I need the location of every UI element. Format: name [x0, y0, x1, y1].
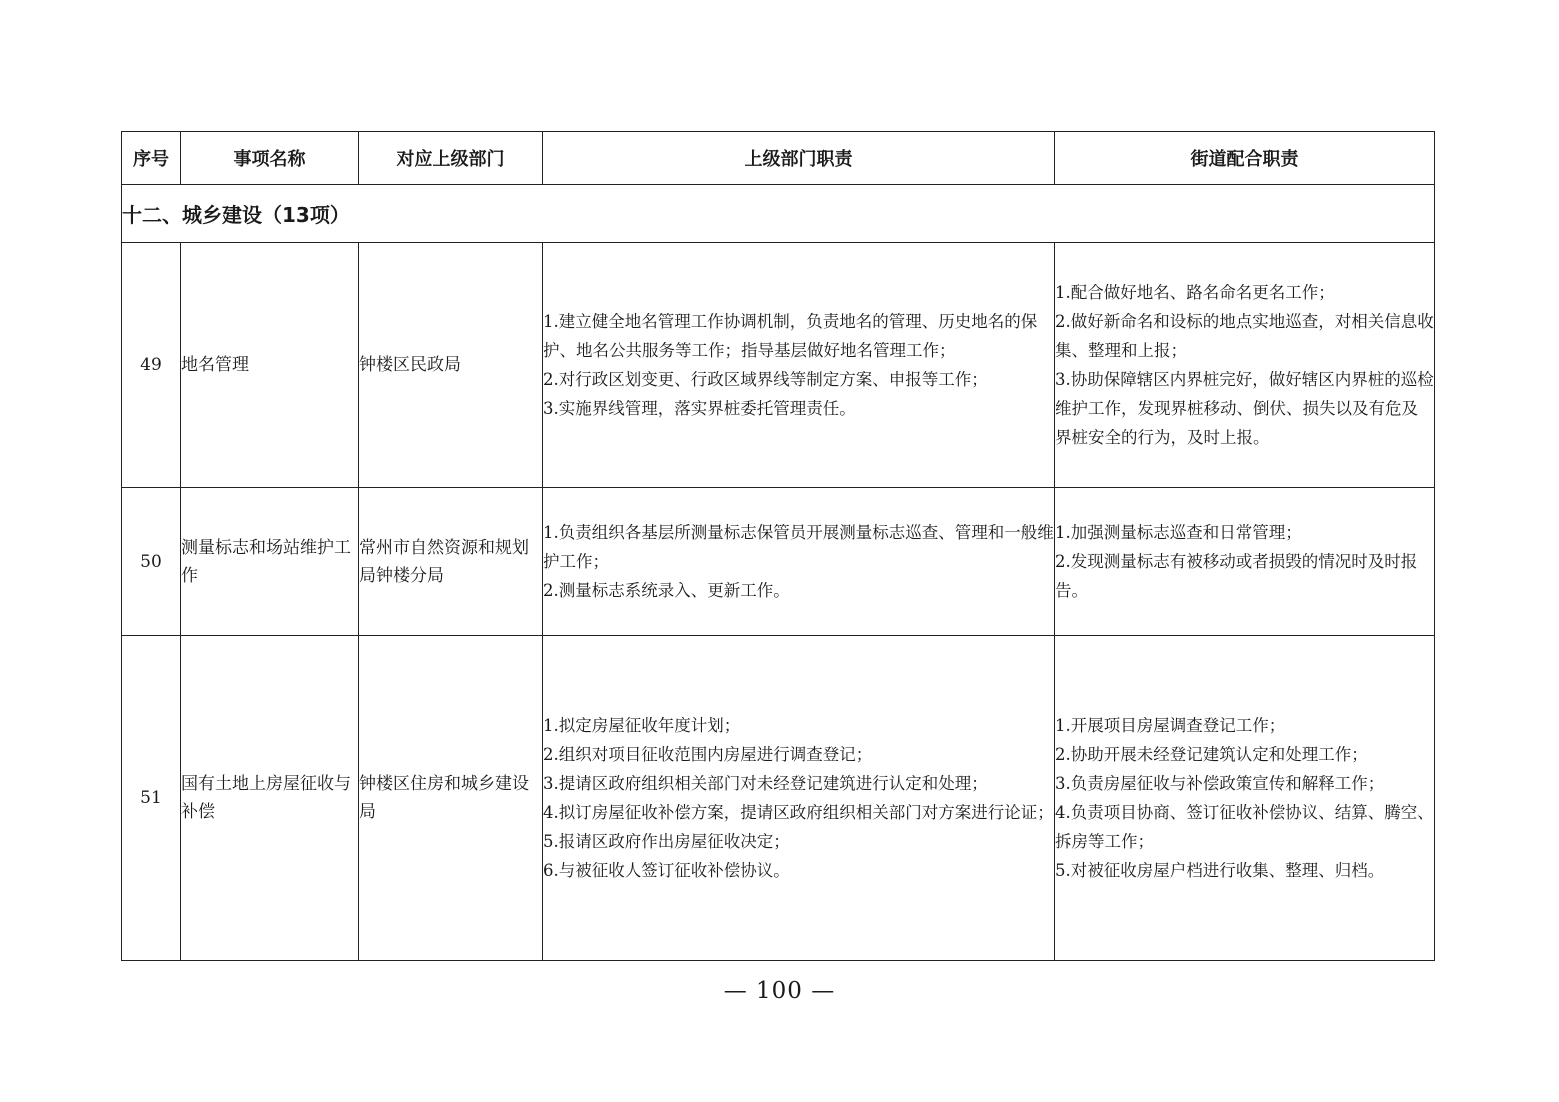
- item-name: 地名管理: [181, 243, 359, 488]
- duty-line: 2.测量标志系统录入、更新工作。: [543, 581, 790, 600]
- duty-table: [121, 131, 1435, 961]
- duty-line: 2.做好新命名和设标的地点实地巡查，对相关信息收集、整理和上报；: [1055, 312, 1434, 360]
- duty-line: 2.协助开展未经登记建筑认定和处理工作；: [1055, 745, 1368, 764]
- street-duty-cell: [1055, 636, 1435, 961]
- header-street-duty: 街道配合职责: [1055, 132, 1435, 185]
- header-seq: 序号: [122, 132, 181, 185]
- header-dept: 对应上级部门: [359, 132, 543, 185]
- section-row: [122, 185, 1435, 243]
- row-number: 49: [122, 243, 181, 488]
- upper-duty-cell: [543, 488, 1055, 636]
- street-duty-cell: [1055, 488, 1435, 636]
- section-title: 十二、城乡建设（13项）: [122, 185, 1435, 243]
- duty-line: 1.拟定房屋征收年度计划；: [543, 716, 741, 735]
- duty-line: 1.配合做好地名、路名命名更名工作；: [1055, 283, 1335, 302]
- duty-line: 5.对被征收房屋户档进行收集、整理、归档。: [1055, 861, 1385, 880]
- upper-duty-cell: [543, 243, 1055, 488]
- row-number: 50: [122, 488, 181, 636]
- dept-name: 常州市自然资源和规划局钟楼分局: [359, 488, 543, 636]
- duty-line: 4.负责项目协商、签订征收补偿协议、结算、腾空、拆房等工作；: [1055, 803, 1434, 851]
- duty-line: 4.拟订房屋征收补偿方案，提请区政府组织相关部门对方案进行论证；: [543, 803, 1054, 822]
- duty-line: 2.组织对项目征收范围内房屋进行调查登记；: [543, 745, 873, 764]
- upper-duty-cell: [543, 636, 1055, 961]
- header-upper-duty: 上级部门职责: [543, 132, 1055, 185]
- duty-line: 6.与被征收人签订征收补偿协议。: [543, 861, 790, 880]
- header-item: 事项名称: [181, 132, 359, 185]
- dept-name: 钟楼区住房和城乡建设局: [359, 636, 543, 961]
- duty-line: 2.发现测量标志有被移动或者损毁的情况时及时报告。: [1055, 552, 1418, 600]
- duty-line: 1.加强测量标志巡查和日常管理；: [1055, 523, 1302, 542]
- duty-line: 1.开展项目房屋调查登记工作；: [1055, 716, 1286, 735]
- duty-line: 3.提请区政府组织相关部门对未经登记建筑进行认定和处理；: [543, 774, 988, 793]
- duty-line: 3.协助保障辖区内界桩完好，做好辖区内界桩的巡检维护工作，发现界桩移动、倒伏、损失以及有危及界桩安全的行为，及时上报。: [1055, 370, 1434, 447]
- duty-line: 5.报请区政府作出房屋征收决定；: [543, 832, 790, 851]
- item-name: 测量标志和场站维护工作: [181, 488, 359, 636]
- table-row: [122, 243, 1435, 488]
- table-row: [122, 636, 1435, 961]
- header-row: [122, 132, 1435, 185]
- duty-line: 1.负责组织各基层所测量标志保管员开展测量标志巡查、管理和一般维护工作；: [543, 523, 1054, 571]
- table-row: [122, 488, 1435, 636]
- duty-line: 3.实施界线管理，落实界桩委托管理责任。: [543, 399, 856, 418]
- duty-line: 3.负责房屋征收与补偿政策宣传和解释工作；: [1055, 774, 1385, 793]
- row-number: 51: [122, 636, 181, 961]
- page-number: — 100 —: [723, 978, 836, 1004]
- item-name: 国有土地上房屋征收与补偿: [181, 636, 359, 961]
- street-duty-cell: [1055, 243, 1435, 488]
- dept-name: 钟楼区民政局: [359, 243, 543, 488]
- duty-line: 1.建立健全地名管理工作协调机制，负责地名的管理、历史地名的保护、地名公共服务等工作；指导基层做好地名管理工作；: [543, 312, 1038, 360]
- duty-line: 2.对行政区划变更、行政区域界线等制定方案、申报等工作；: [543, 370, 988, 389]
